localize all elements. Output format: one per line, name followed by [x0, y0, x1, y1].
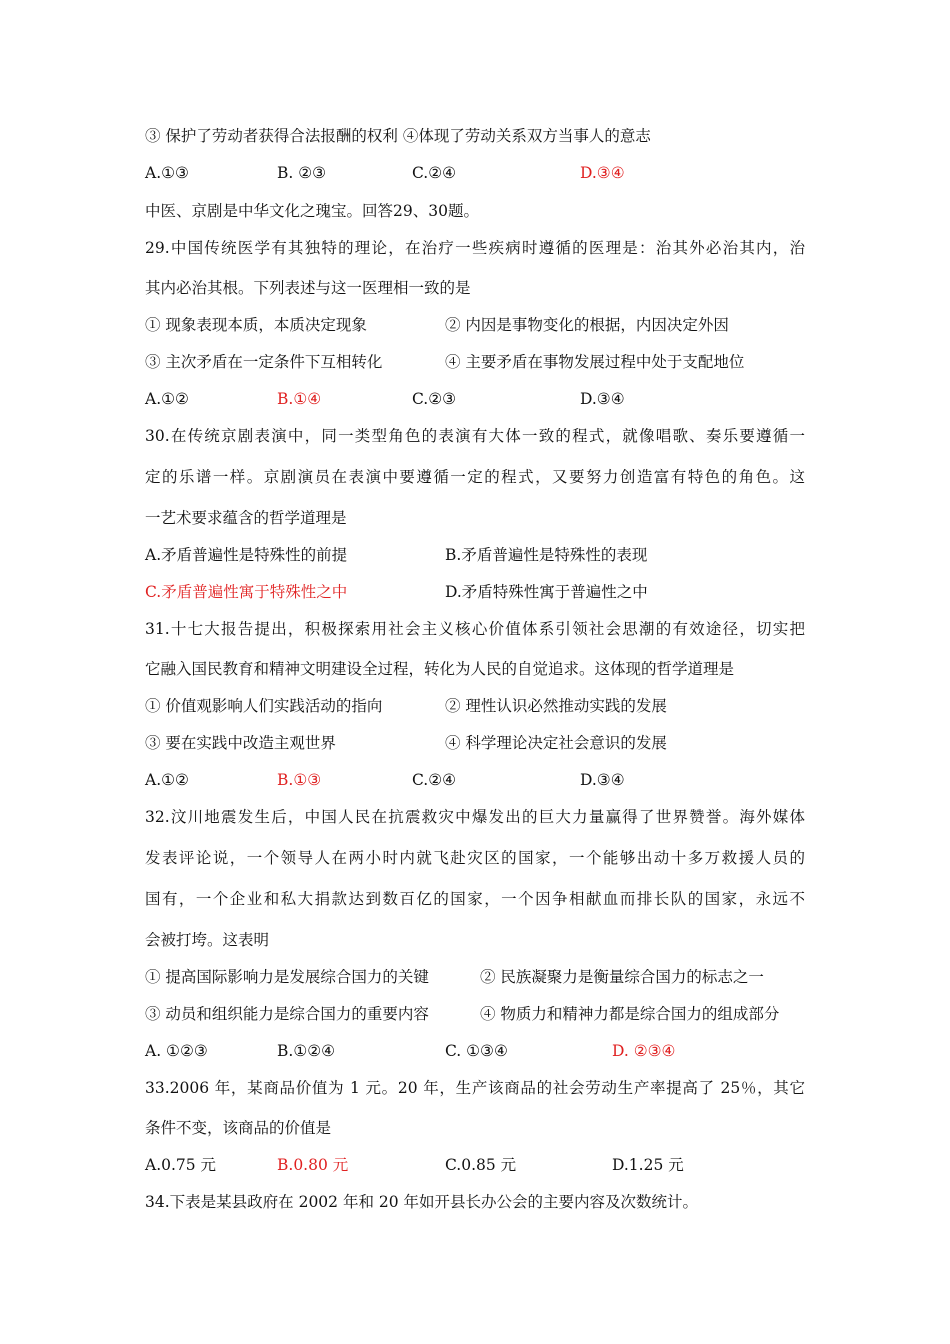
- option-text: A.①③: [145, 164, 189, 182]
- text-line: 中医、京剧是中华文化之瑰宝。回答29、30题。: [145, 202, 479, 220]
- option-text: B.矛盾普遍性是特殊性的表现: [445, 546, 648, 564]
- option-text: ④ 主要矛盾在事物发展过程中处于支配地位: [445, 353, 745, 371]
- answer-option: D. ②③④: [612, 1042, 676, 1060]
- text-line: 32.汶川地震发生后，中国人民在抗震救灾中爆发出的巨大力量赢得了世界赞誉。海外媒体: [145, 808, 805, 826]
- option-text: C.②③: [412, 390, 457, 408]
- option-text: D.③④: [580, 390, 625, 408]
- option-text: D.③④: [580, 771, 625, 789]
- answer-option: D.③④: [580, 164, 625, 182]
- answer-option: B.①③: [277, 771, 322, 789]
- text-line: 29.中国传统医学有其独特的理论，在治疗一些疾病时遵循的医理是：治其外必治其内，治: [145, 239, 805, 257]
- answer-option: B.0.80 元: [277, 1156, 349, 1174]
- option-text: ② 理性认识必然推动实践的发展: [445, 697, 667, 715]
- option-text: A.①②: [145, 390, 189, 408]
- text-line: 33.2006 年，某商品价值为 1 元。20 年，生产该商品的社会劳动生产率提高了 25％，其它: [145, 1079, 805, 1097]
- text-line: 会被打垮。这表明: [145, 931, 270, 949]
- option-text: D.1.25 元: [612, 1156, 684, 1174]
- option-text: ② 内因是事物变化的根据，内因决定外因: [445, 316, 729, 334]
- option-text: ③ 要在实践中改造主观世界: [145, 734, 336, 752]
- option-text: ③ 保护了劳动者获得合法报酬的权利 ④体现了劳动关系双方当事人的意志: [145, 127, 651, 145]
- option-text: C.②④: [412, 771, 457, 789]
- text-line: 30.在传统京剧表演中，同一类型角色的表演有大体一致的程式，就像唱歌、奏乐要遵循一: [145, 427, 805, 445]
- option-text: A.矛盾普遍性是特殊性的前提: [145, 546, 348, 564]
- text-line: 国有，一个企业和私大捐款达到数百亿的国家，一个因争相献血而排长队的国家，永远不: [145, 890, 805, 908]
- text-line: 发表评论说，一个领导人在两小时内就飞赴灾区的国家，一个能够出动十多万救援人员的: [145, 849, 805, 867]
- answer-option: B.①④: [277, 390, 322, 408]
- option-text: ① 提高国际影响力是发展综合国力的关键: [145, 968, 429, 986]
- option-text: ② 民族凝聚力是衡量综合国力的标志之一: [480, 968, 764, 986]
- answer-option: C.矛盾普遍性寓于特殊性之中: [145, 583, 348, 601]
- option-text: ③ 动员和组织能力是综合国力的重要内容: [145, 1005, 429, 1023]
- text-line: 其内必治其根。下列表述与这一医理相一致的是: [145, 279, 471, 297]
- option-text: ④ 科学理论决定社会意识的发展: [445, 734, 667, 752]
- option-text: A.①②: [145, 771, 189, 789]
- option-text: B.①②④: [277, 1042, 336, 1060]
- option-text: ③ 主次矛盾在一定条件下互相转化: [145, 353, 383, 371]
- option-text: D.矛盾特殊性寓于普遍性之中: [445, 583, 648, 601]
- option-text: A. ①②③: [145, 1042, 208, 1060]
- text-line: 31.十七大报告提出，积极探索用社会主义核心价值体系引领社会思潮的有效途径，切实把: [145, 620, 805, 638]
- option-text: ① 价值观影响人们实践活动的指向: [145, 697, 383, 715]
- option-text: B. ②③: [277, 164, 327, 182]
- text-line: 它融入国民教育和精神文明建设全过程，转化为人民的自觉追求。这体现的哲学道理是: [145, 660, 735, 678]
- text-line: 一艺术要求蕴含的哲学道理是: [145, 509, 347, 527]
- text-line: 定的乐谱一样。京剧演员在表演中要遵循一定的程式，又要努力创造富有特色的角色。这: [145, 468, 805, 486]
- option-text: C. ①③④: [445, 1042, 508, 1060]
- text-line: 34.下表是某县政府在 2002 年和 20 年如开县长办公会的主要内容及次数统计。: [145, 1193, 699, 1211]
- option-text: ① 现象表现本质，本质决定现象: [145, 316, 367, 334]
- option-text: A.0.75 元: [145, 1156, 217, 1174]
- option-text: C.0.85 元: [445, 1156, 517, 1174]
- text-line: 条件不变，该商品的价值是: [145, 1119, 332, 1137]
- option-text: C.②④: [412, 164, 457, 182]
- option-text: ④ 物质力和精神力都是综合国力的组成部分: [480, 1005, 780, 1023]
